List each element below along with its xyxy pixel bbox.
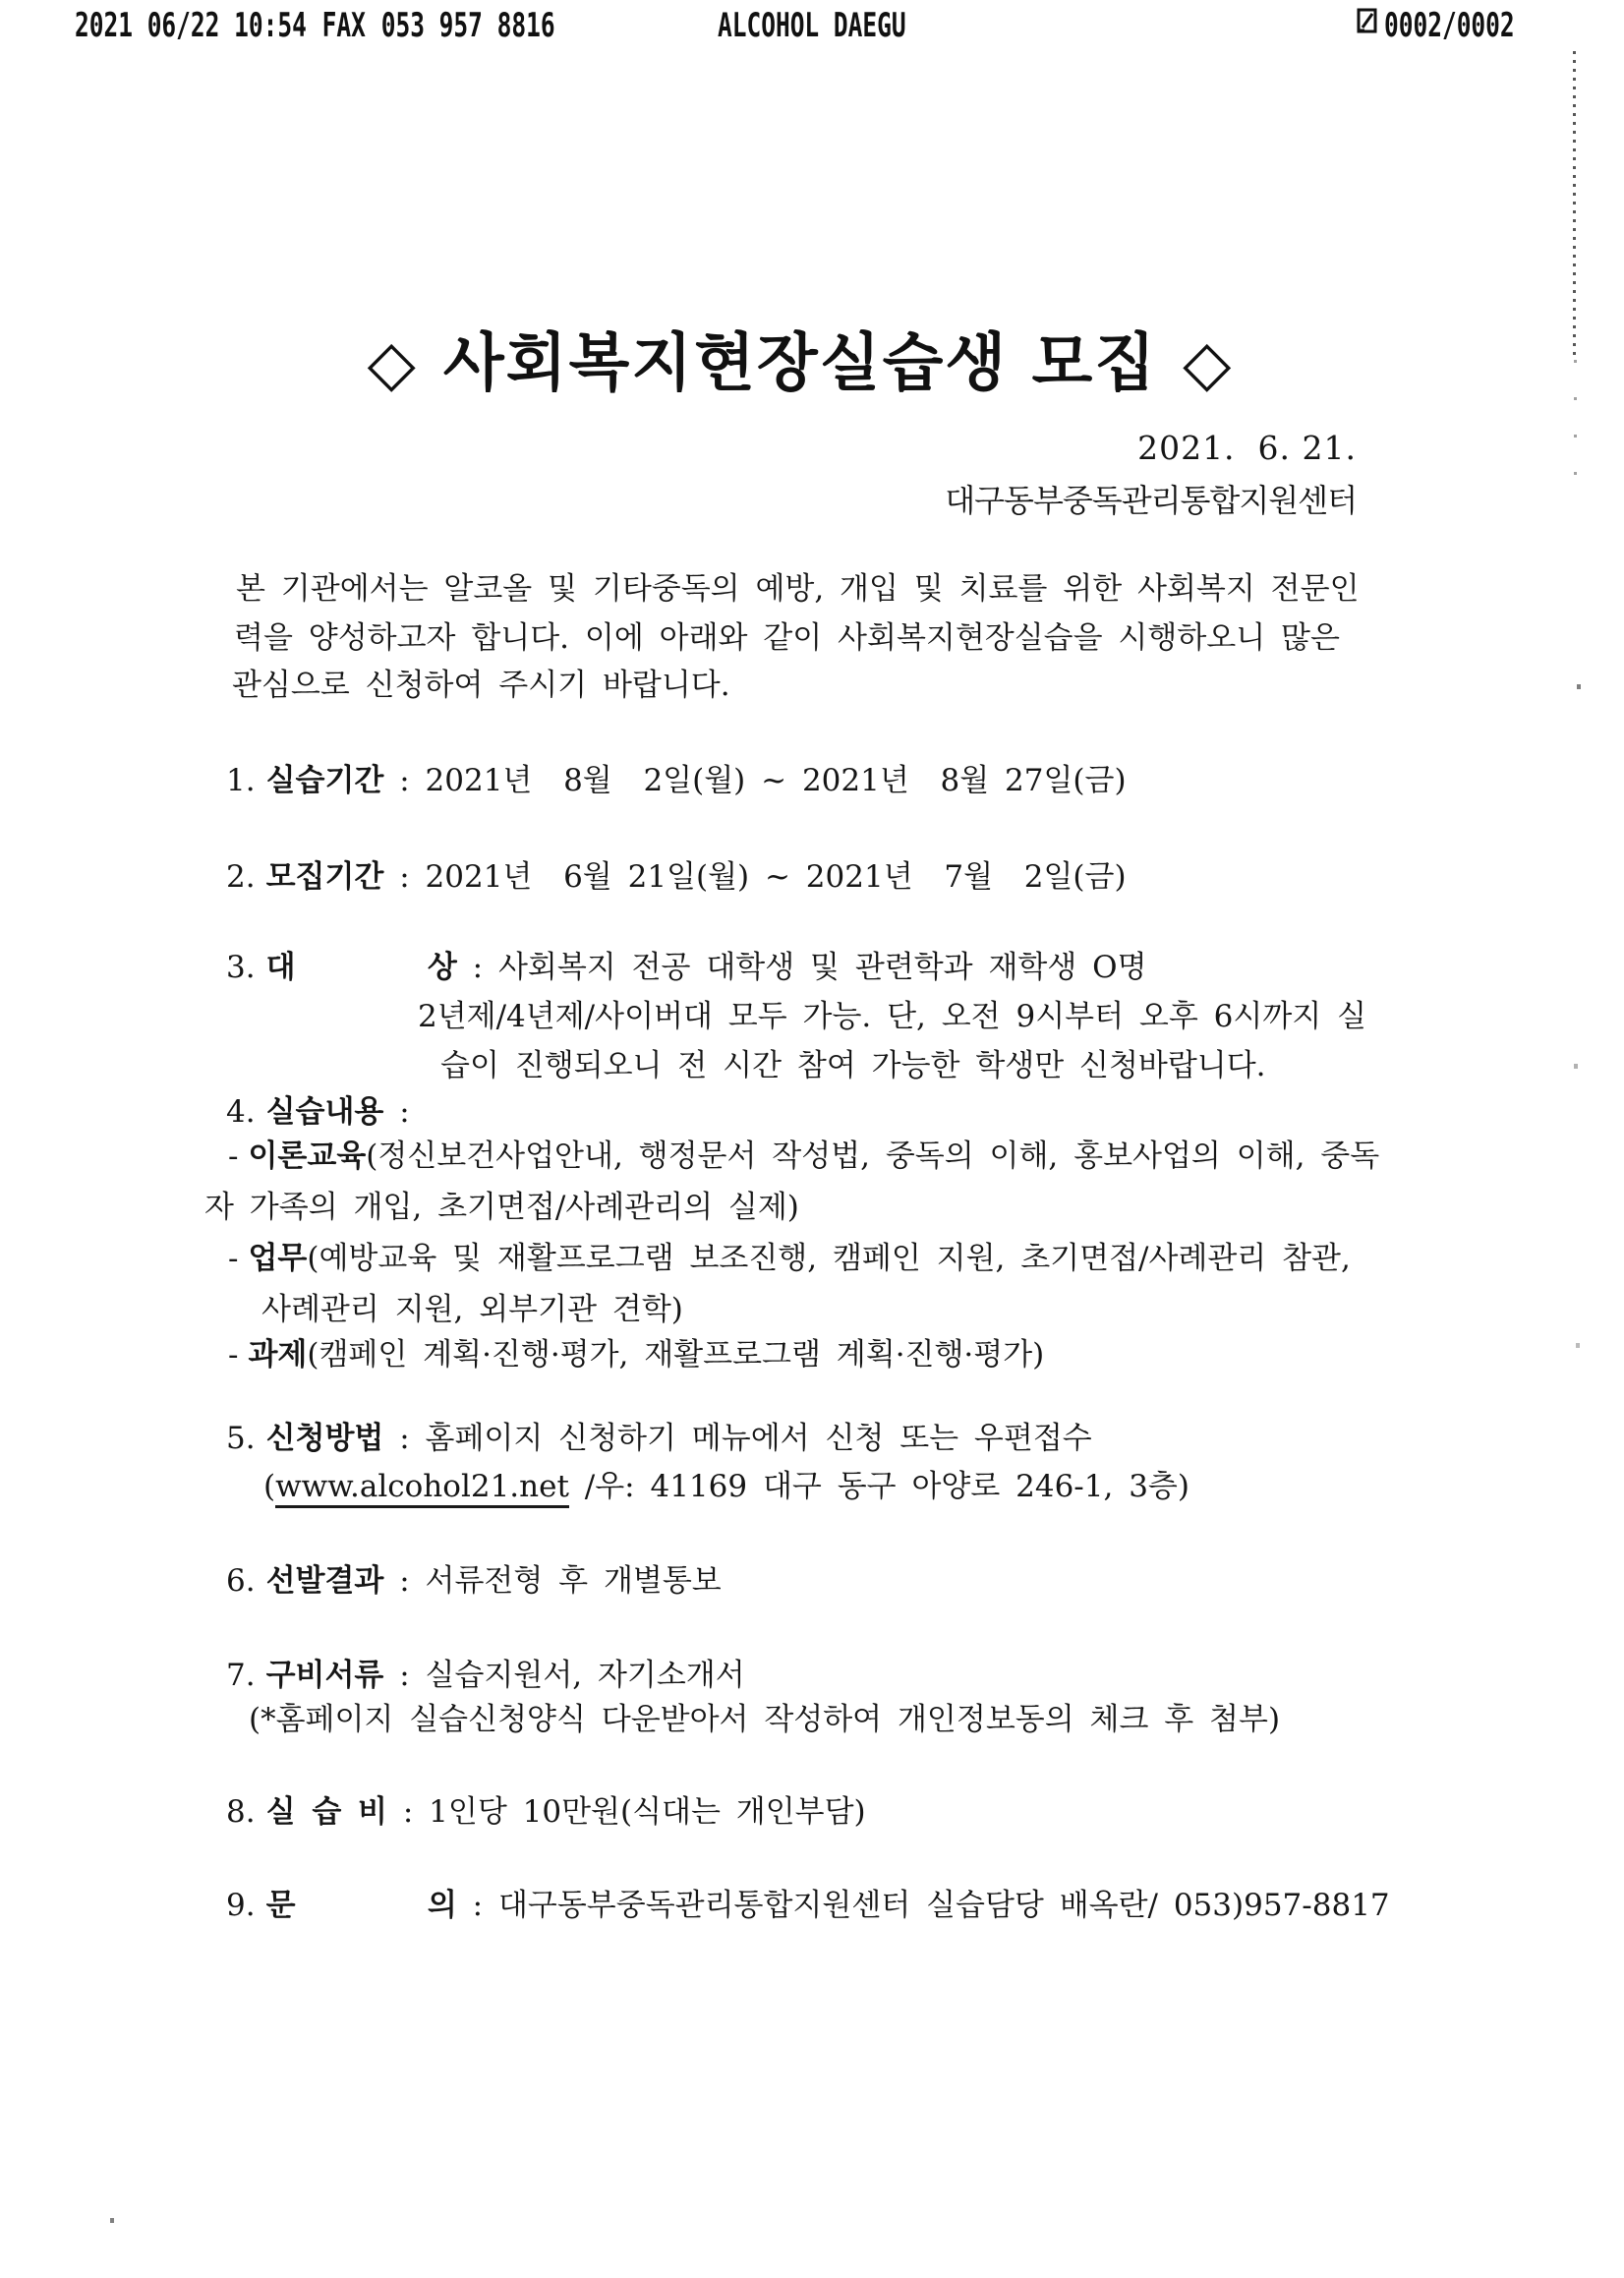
- section-3-text: 사회복지 전공 대학생 및 관련학과 재학생 O명: [497, 950, 1147, 985]
- section-2-number: 2.: [226, 859, 256, 895]
- section-5-text: 홈페이지 신청하기 메뉴에서 신청 또는 우편접수: [425, 1421, 1092, 1456]
- paren-open: (: [263, 1469, 276, 1504]
- section-2-label: 모집기간: [265, 859, 384, 895]
- section-8-label: 실 습 비: [265, 1794, 388, 1830]
- section-3-label: 대 상: [265, 950, 457, 985]
- fax-page-counter: 0002/0002: [1384, 6, 1515, 45]
- section-7-label: 구비서류: [265, 1658, 384, 1693]
- fax-label: FAX: [321, 6, 366, 45]
- section-7-separator: :: [383, 1658, 426, 1693]
- item-dash: -: [228, 1139, 239, 1174]
- section-5-separator: :: [383, 1421, 426, 1456]
- item-dash: -: [228, 1241, 239, 1276]
- section-5-label: 신청방법: [265, 1421, 384, 1456]
- section-6-separator: :: [383, 1563, 426, 1599]
- scan-artifact-speck: [1576, 1343, 1580, 1348]
- title-text: 사회복지현장실습생 모집: [442, 326, 1158, 400]
- scan-artifact-dotted-line-faint: [1574, 360, 1577, 478]
- section-6-text: 서류전형 후 개별통보: [425, 1563, 722, 1599]
- scan-artifact-dotted-line: [1573, 51, 1576, 358]
- section-6-selection-result: [226, 1555, 722, 1600]
- section-9-separator: :: [456, 1888, 498, 1923]
- section-6-number: 6.: [226, 1563, 256, 1599]
- item-assignment-text: (캠페인 계획·진행·평가, 재활프로그램 계획·진행·평가): [307, 1337, 1045, 1373]
- section-1-text: 2021년 8월 2일(월) ~ 2021년 8월 27일(금): [425, 763, 1127, 798]
- section-9-number: 9.: [226, 1888, 256, 1923]
- section-7-text: 실습지원서, 자기소개서: [425, 1658, 745, 1693]
- intro-line-2: 력을 양성하고자 합니다. 이에 아래와 같이 사회복지현장실습을 시행하오니 많은: [234, 620, 1340, 656]
- scan-artifact-speck: [1577, 684, 1581, 689]
- section-9-contact: [226, 1880, 1390, 1924]
- title-diamond-right-icon: ◇: [1183, 327, 1234, 400]
- section-6-label: 선발결과: [265, 1563, 384, 1599]
- section-1-practice-period: [226, 755, 1127, 799]
- intro-line-3: 관심으로 신청하여 주시기 바랍니다.: [232, 668, 730, 703]
- section-9-label: 문 의: [265, 1888, 457, 1923]
- section-4-label: 실습내용: [265, 1094, 384, 1130]
- fax-header-left: [75, 6, 555, 45]
- section-1-separator: :: [383, 763, 426, 798]
- address-text: /우: 41169 대구 동구 아양로 246-1, 3층): [568, 1469, 1189, 1504]
- section-1-label: 실습기간: [265, 763, 384, 798]
- section-3-number: 3.: [226, 950, 256, 985]
- section-7-required-docs: [226, 1650, 745, 1694]
- item-assignment-label: 과제: [248, 1337, 308, 1373]
- section-4-number: 4.: [226, 1094, 256, 1130]
- section-8-separator: :: [387, 1794, 430, 1830]
- section-2-separator: :: [383, 859, 426, 895]
- section-4-item-assignment: [228, 1329, 1044, 1373]
- section-3-line-3: 습이 진행되오니 전 시간 참여 가능한 학생만 신청바랍니다.: [440, 1048, 1266, 1083]
- section-4-separator: :: [383, 1094, 410, 1130]
- section-5-number: 5.: [226, 1421, 256, 1456]
- item-tasks-label: 업무: [248, 1241, 308, 1276]
- section-1-number: 1.: [226, 763, 256, 798]
- item-dash: -: [228, 1337, 239, 1373]
- document-title: [0, 313, 1600, 403]
- section-9-text: 대구동부중독관리통합지원센터 실습담당 배옥란/ 053)957-8817: [497, 1888, 1390, 1923]
- item-theory-label: 이론교육: [248, 1139, 367, 1174]
- section-4-contents: [226, 1086, 410, 1131]
- section-8-practice-fee: [226, 1786, 866, 1831]
- section-2-text: 2021년 6월 21일(월) ~ 2021년 7월 2일(금): [425, 859, 1127, 895]
- section-4-item-tasks-cont: 사례관리 지원, 외부기관 견학): [261, 1292, 683, 1327]
- scan-artifact-speck: [110, 2218, 114, 2223]
- section-4-item-theory-cont: 자 가족의 개입, 초기면접/사례관리의 실제): [204, 1190, 799, 1225]
- section-7-number: 7.: [226, 1658, 256, 1693]
- section-3-target: [226, 942, 1147, 986]
- scan-artifact-speck: [1574, 1064, 1578, 1069]
- section-5-apply-method: [226, 1413, 1092, 1457]
- item-tasks-text: (예방교육 및 재활프로그램 보조진행, 캠페인 지원, 초기면접/사례관리 참관,: [307, 1241, 1351, 1276]
- section-8-number: 8.: [226, 1794, 256, 1830]
- item-theory-text: (정신보건사업안내, 행정문서 작성법, 중독의 이해, 홍보사업의 이해, 중독: [366, 1139, 1380, 1174]
- section-3-line-2: 2년제/4년제/사이버대 모두 가능. 단, 오전 9시부터 오후 6시까지 실: [418, 999, 1367, 1034]
- document-date: 2021. 6. 21.: [1137, 429, 1357, 467]
- section-5-line-2: [263, 1461, 1189, 1505]
- fax-sender-id: ALCOHOL DAEGU: [718, 6, 906, 45]
- section-3-separator: :: [456, 950, 498, 985]
- fax-timestamp: 2021 06/22 10:54: [75, 6, 307, 45]
- section-4-item-tasks: [228, 1233, 1351, 1277]
- title-diamond-left-icon: ◇: [367, 327, 418, 400]
- section-7-line-2: (*홈페이지 실습신청양식 다운받아서 작성하여 개인정보동의 체크 후 첨부): [249, 1702, 1281, 1737]
- section-8-text: 1인당 10만원(식대는 개인부담): [429, 1794, 866, 1830]
- section-4-item-theory: [228, 1131, 1379, 1175]
- intro-line-1: 본 기관에서는 알코올 및 기타중독의 예방, 개입 및 치료를 위한 사회복지 전문인: [236, 571, 1360, 607]
- section-2-recruit-period: [226, 851, 1127, 896]
- fax-page-icon: [1357, 7, 1378, 38]
- document-organization: 대구동부중독관리통합지원센터: [945, 482, 1357, 519]
- website-url: www.alcohol21.net: [275, 1469, 569, 1508]
- fax-number: 053 957 8816: [380, 6, 555, 45]
